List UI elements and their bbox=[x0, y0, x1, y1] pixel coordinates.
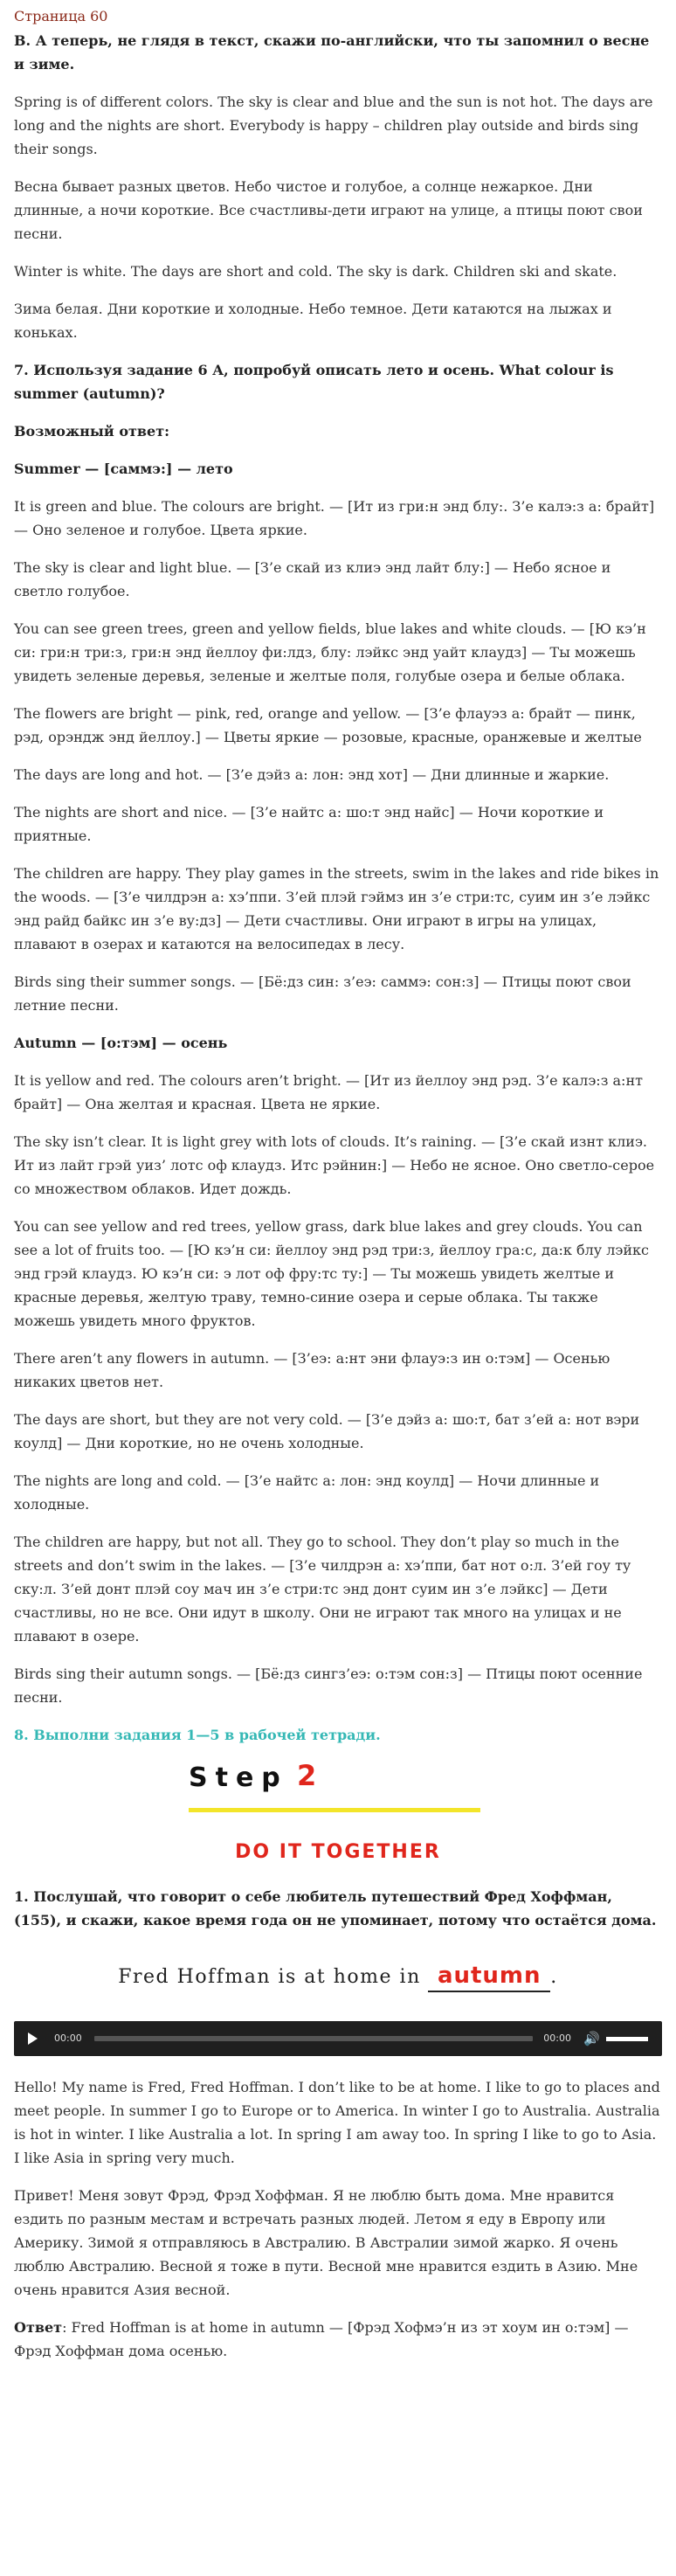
fred-sentence bbox=[14, 1958, 662, 1997]
summer-paragraph: You can see green trees, green and yellow fields, blue lakes and white clouds. — [Ю кэ’н си: гри:н три:з, гри:н энд йеллоу фи:лдз, блу: лэйкс энд уайт клаудз] — Ты можешь увидеть зеленые деревья, зеленые и желтые поля, голубые озера и белые облака. bbox=[14, 620, 646, 684]
autumn-paragraph: It is yellow and red. The colours aren’t bright. — [Ит из йеллоу энд рэд. З’е калэ:з а:нт брайт] — Она желтая и красная. Цвета не яркие. bbox=[14, 1072, 643, 1112]
summer-paragraph: The children are happy. They play games in the streets, swim in the lakes and ride bikes in the woods. — [З’е чилдрэн а: хэ’ппи. З’ей плэй гэймз ин з’е стри:тс, суим ин з’е лэйкс энд райд байкс ин з’е ву:дз] — Дети счастливы. Они играют в игры на улицах, плавают в озерах и катаются на велосипедах в лесу. bbox=[14, 865, 659, 952]
step-underline bbox=[189, 1808, 480, 1812]
summer-paragraph: The sky is clear and light blue. — [З’е скай из клиэ энд лайт блу:] — Небо ясное и светло голубое. bbox=[14, 559, 611, 599]
volume-slider[interactable] bbox=[606, 2037, 648, 2041]
summer-heading: Summer — [саммэ:] — лето bbox=[14, 460, 233, 477]
paragraph: Spring is of different colors. The sky is clear and blue and the sun is not hot. The days are long and the nights are short. Everybody is happy – children play outside and birds sing their songs. bbox=[14, 93, 653, 157]
summer-paragraph: Birds sing their summer songs. — [Бё:дз син: з’еэ: саммэ: сон:з] — Птицы поют свои летние песни. bbox=[14, 973, 631, 1014]
autumn-paragraph: You can see yellow and red trees, yellow grass, dark blue lakes and grey clouds. You can see a lot of fruits too. — [Ю кэ’н си: йеллоу энд рэд три:з, йеллоу гра:с, да:к блу лэйкс энд грэй клаудз. Ю кэ’н си: э лот оф фру:тс ту:] — Ты можешь увидеть желтые и красные деревья, желтую траву, темно-синие озера и серые облака. Ты также можешь увидеть много фруктов. bbox=[14, 1218, 650, 1329]
autumn-paragraph: Birds sing their autumn songs. — [Бё:дз сингз’еэ: о:тэм сон:з] — Птицы поют осенние песни. bbox=[14, 1665, 643, 1706]
autumn-paragraph: The nights are long and cold. — [З’е найтс а: лон: энд коулд] — Ночи длинные и холодные. bbox=[14, 1472, 600, 1513]
answer-text: : Fred Hoffman is at home in autumn — [Фрэд Хофмэ’н из эт хоум ин о:тэм] — Фрэд Хоффман дома осенью. bbox=[14, 2319, 629, 2359]
possible-answer-label: Возможный ответ: bbox=[14, 423, 170, 440]
answer bbox=[14, 2316, 662, 2363]
summer-paragraph: It is green and blue. The colours are bright. — [Ит из гри:н энд блу:. З’е калэ:з а: брайт] — Оно зеленое и голубое. Цвета яркие. bbox=[14, 498, 655, 538]
progress-bar[interactable] bbox=[94, 2036, 533, 2041]
step-word: Step bbox=[189, 1762, 288, 1793]
autumn-paragraph: The days are short, but they are not very cold. — [З’е дэйз а: шо:т, бат з’ей а: нот вэри коулд] — Дни короткие, но не очень холодные. bbox=[14, 1411, 640, 1451]
fred-period: . bbox=[550, 1966, 558, 1988]
autumn-paragraph: There aren’t any flowers in autumn. — [З’еэ: а:нт эни флауэ:з ин о:тэм] — Осенью никаких цветов нет. bbox=[14, 1350, 610, 1390]
autumn-paragraph: The sky isn’t clear. It is light grey with lots of clouds. It’s raining. — [З’е скай изнт клиэ. Ит из лайт грэй уиз’ лотс оф клаудз. Итс рэйнин:] — Небо не ясное. Оно светло-серое со множеством облаков. Идет дождь. bbox=[14, 1133, 655, 1197]
transcript-russian: Привет! Меня зовут Фрэд, Фрэд Хоффман. Я не люблю быть дома. Мне нравится ездить по разным местам и встречать разных людей. Летом я еду в Европу или Америку. Зимой я отправляюсь в Австралию. В Австралии зимой жарко. Я очень люблю Австралию. Весной я тоже в пути. Весной мне нравится ездить в Азию. Мне очень нравится Азия весной. bbox=[14, 2187, 638, 2298]
audio-player bbox=[14, 2021, 662, 2056]
paragraph: Весна бывает разных цветов. Небо чистое и голубое, а солнце нежаркое. Дни длинные, а ночи короткие. Все счастливы-дети играют на улице, а птицы поют свои песни. bbox=[14, 178, 643, 242]
task-b-heading: B. А теперь, не глядя в текст, скажи по-английски, что ты запомнил о весне и зиме. bbox=[14, 32, 650, 73]
duration: 00:00 bbox=[543, 2032, 571, 2044]
current-time: 00:00 bbox=[54, 2032, 82, 2044]
summer-paragraph: The nights are short and nice. — [З’е найтс а: шо:т энд найс] — Ночи короткие и приятные. bbox=[14, 804, 604, 844]
do-it-together-title: DO IT TOGETHER bbox=[235, 1841, 441, 1863]
page-link[interactable]: Страница 60 bbox=[14, 8, 108, 24]
task-8-heading: 8. Выполни задания 1—5 в рабочей тетради. bbox=[14, 1727, 381, 1743]
step-number: 2 bbox=[297, 1759, 317, 1792]
fred-answer: autumn bbox=[428, 1961, 550, 1992]
task-7-heading: 7. Используя задание 6 А, попробуй описать лето и осень. What colour is summer (autumn)? bbox=[14, 362, 614, 402]
volume-icon[interactable]: 🔊 bbox=[583, 2031, 600, 2046]
fred-sentence-text: Fred Hoffman is at home in bbox=[118, 1966, 421, 1988]
step-banner bbox=[14, 1761, 662, 1815]
paragraph: Зима белая. Дни короткие и холодные. Небо темное. Дети катаются на лыжах и коньках. bbox=[14, 301, 612, 341]
summer-paragraph: The days are long and hot. — [З’е дэйз а: лон: энд хот] — Дни длинные и жаркие. bbox=[14, 766, 610, 783]
paragraph: Winter is white. The days are short and cold. The sky is dark. Children ski and skate. bbox=[14, 263, 617, 280]
play-icon[interactable] bbox=[28, 2032, 38, 2045]
transcript-english: Hello! My name is Fred, Fred Hoffman. I don’t like to be at home. I like to go to places and meet people. In summer I go to Europe or to America. In winter I go to Australia. Australia is hot in winter. I like Australia a lot. In spring I am away too. In spring I like to go to Asia. I like Asia in spring very much. bbox=[14, 2079, 660, 2166]
autumn-heading: Autumn — [о:тэм] — осень bbox=[14, 1035, 228, 1051]
answer-label: Ответ bbox=[14, 2319, 63, 2336]
autumn-paragraph: The children are happy, but not all. They go to school. They don’t play so much in the streets and don’t swim in the lakes. — [З’е чилдрэн а: хэ’ппи, бат нот о:л. З’ей гоу ту ску:л. З’ей донт плэй соу мач ин з’е стри:тс энд донт суим ин з’е лэйкс] — Дети счастливы, но не все. Они идут в школу. Они не играют так много на улицах и не плавают в озере. bbox=[14, 1534, 631, 1645]
task-1-heading: 1. Послушай, что говорит о себе любитель путешествий Фред Хоффман, (155), и скажи, какое время года он не упоминает, потому что остаётся дома. bbox=[14, 1888, 657, 1929]
summer-paragraph: The flowers are bright — pink, red, orange and yellow. — [З’е флауэз а: брайт — пинк, рэд, орэндж энд йеллоу.] — Цветы яркие — розовые, красные, оранжевые и желтые bbox=[14, 705, 642, 745]
